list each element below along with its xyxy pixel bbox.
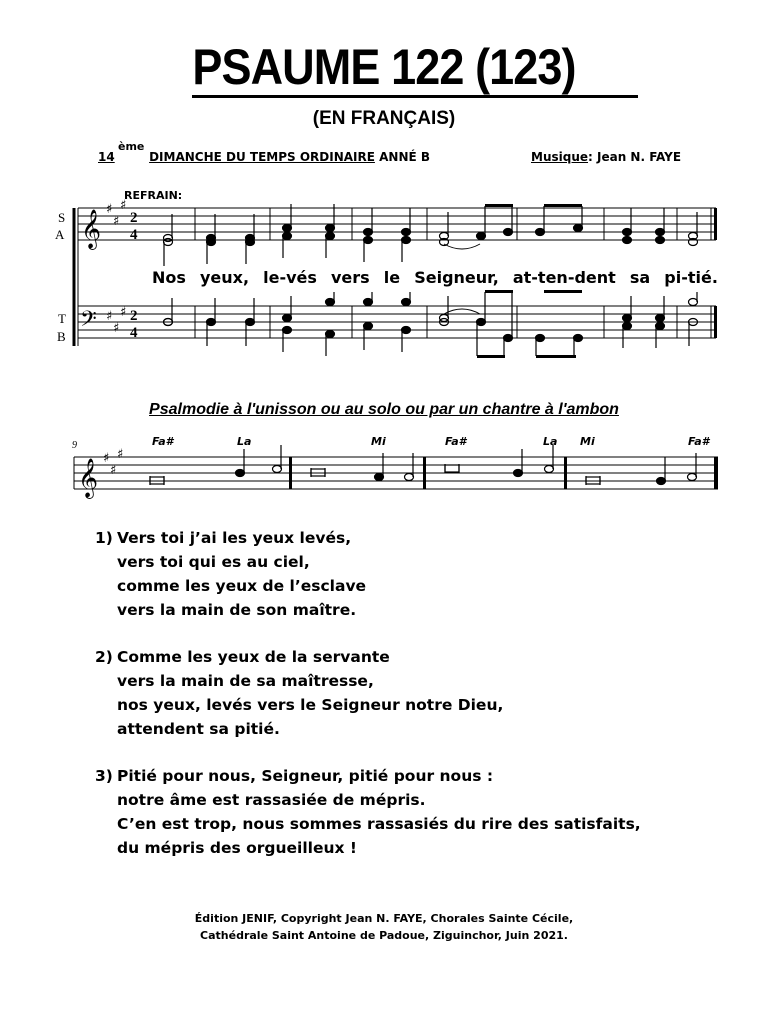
liturgical-year: ANNÉ B: [379, 150, 431, 164]
verse-number: 2): [95, 648, 113, 666]
bass-time-signature: [130, 308, 138, 341]
verse-line: nos yeux, levés vers le Seigneur notre Dieu,: [117, 696, 504, 714]
treble-notes: [164, 204, 698, 266]
svg-text:♯: ♯: [103, 451, 110, 466]
psalmody-title: Psalmodie à l'unisson ou au solo ou par un chantre à l'ambon: [149, 401, 619, 418]
svg-text:♯: ♯: [113, 321, 120, 336]
voice-label-t: T: [58, 311, 66, 326]
verse-number: 3): [95, 767, 113, 785]
verse-line: Vers toi j’ai les yeux levés,: [117, 529, 352, 547]
treble-tie: [444, 244, 480, 249]
chord-label: Mi: [580, 435, 595, 448]
treble-time-signature: [130, 210, 138, 243]
lyric-syllable: sa: [629, 268, 651, 287]
voice-label-b: B: [57, 329, 66, 344]
bass-beam-1: [485, 290, 513, 293]
page-title: PSAUME 122 (123): [192, 39, 576, 95]
svg-text:2: 2: [130, 308, 138, 324]
verse-2: [95, 645, 503, 741]
lyric-syllable: vers: [331, 268, 370, 287]
bass-staff: [78, 306, 716, 338]
svg-text:♯: ♯: [113, 214, 120, 229]
final-barline-bass: [714, 306, 717, 338]
chord-label: Fa#: [688, 435, 710, 448]
verse-line: Comme les yeux de la servante: [117, 648, 390, 666]
refrain-lyrics: [152, 268, 718, 287]
psalmody-treble-clef-icon: 𝄞: [78, 458, 99, 498]
svg-text:♯: ♯: [120, 198, 127, 213]
verse-3: [95, 764, 641, 860]
treble-staff: [78, 208, 716, 240]
svg-text:♯: ♯: [106, 202, 113, 217]
bass-beam-2: [544, 290, 582, 293]
voice-label-a: A: [55, 227, 65, 242]
lyric-syllable: Seigneur,: [414, 268, 499, 287]
page-subtitle: (EN FRANÇAIS): [312, 108, 456, 129]
verse-line: comme les yeux de l’esclave: [117, 577, 367, 595]
verse-line: vers la main de son maître.: [117, 601, 357, 619]
bass-beam-3: [477, 355, 505, 358]
sunday-name: DIMANCHE DU TEMPS ORDINAIRE: [149, 150, 375, 164]
lyric-syllable: at-ten-dent: [512, 268, 616, 287]
music-label: Musique: [531, 150, 589, 164]
lyric-syllable: yeux,: [199, 268, 250, 287]
bass-beam-4: [536, 355, 576, 358]
sunday-suffix: ème: [118, 140, 145, 153]
svg-text:2: 2: [130, 210, 138, 226]
measure-number: 9: [72, 440, 77, 451]
verse-1: [95, 526, 366, 622]
chord-label: Fa#: [445, 435, 467, 448]
treble-beam-2: [544, 204, 582, 207]
svg-text:♯: ♯: [110, 463, 117, 478]
sunday-number: 14: [98, 150, 115, 164]
verse-line: attendent sa pitié.: [117, 720, 280, 738]
bass-clef-icon: 𝄢: [80, 307, 97, 337]
svg-text:4: 4: [130, 325, 138, 341]
chord-label: Fa#: [152, 435, 174, 448]
verse-line: Pitié pour nous, Seigneur, pitié pour nous :: [117, 767, 494, 785]
refrain-label: REFRAIN:: [124, 189, 183, 202]
lyric-syllable: pi-tié.: [664, 268, 718, 287]
svg-text:♯: ♯: [117, 447, 124, 462]
svg-text:♯: ♯: [120, 305, 127, 320]
chord-label: Mi: [371, 435, 386, 448]
verse-line: vers la main de sa maîtresse,: [117, 672, 374, 690]
verse-line: C’en est trop, nous sommes rassasiés du rire des satisfaits,: [117, 815, 641, 833]
verse-number: 1): [95, 529, 113, 547]
lyric-syllable: Nos: [152, 268, 186, 287]
voice-label-s: S: [58, 210, 66, 225]
final-barline-treble: [714, 208, 717, 240]
lyric-syllable: le: [383, 268, 401, 287]
verse-line: vers toi qui es au ciel,: [117, 553, 310, 571]
svg-text:♯: ♯: [106, 309, 113, 324]
bass-key-signature: [106, 305, 126, 336]
verse-line: notre âme est rassasiée de mépris.: [117, 791, 426, 809]
treble-clef-icon: 𝄞: [81, 209, 102, 249]
chord-label: La: [237, 435, 252, 448]
svg-text:4: 4: [130, 227, 138, 243]
lyric-syllable: le-vés: [263, 268, 317, 287]
bass-notes: [164, 292, 698, 356]
copyright-footer: [0, 910, 768, 944]
footer-line: Édition JENIF, Copyright Jean N. FAYE, Chorales Sainte Cécile,: [194, 912, 574, 925]
footer-line: Cathédrale Saint Antoine de Padoue, Ziguinchor, Juin 2021.: [200, 929, 568, 942]
verse-line: du mépris des orgueilleux !: [117, 839, 357, 857]
music-author: : Jean N. FAYE: [588, 150, 682, 164]
music-score: [0, 0, 768, 500]
treble-beam-1: [485, 204, 513, 207]
bass-tie: [444, 309, 480, 314]
chord-label: La: [543, 435, 558, 448]
psalmody-staff: [74, 457, 718, 489]
